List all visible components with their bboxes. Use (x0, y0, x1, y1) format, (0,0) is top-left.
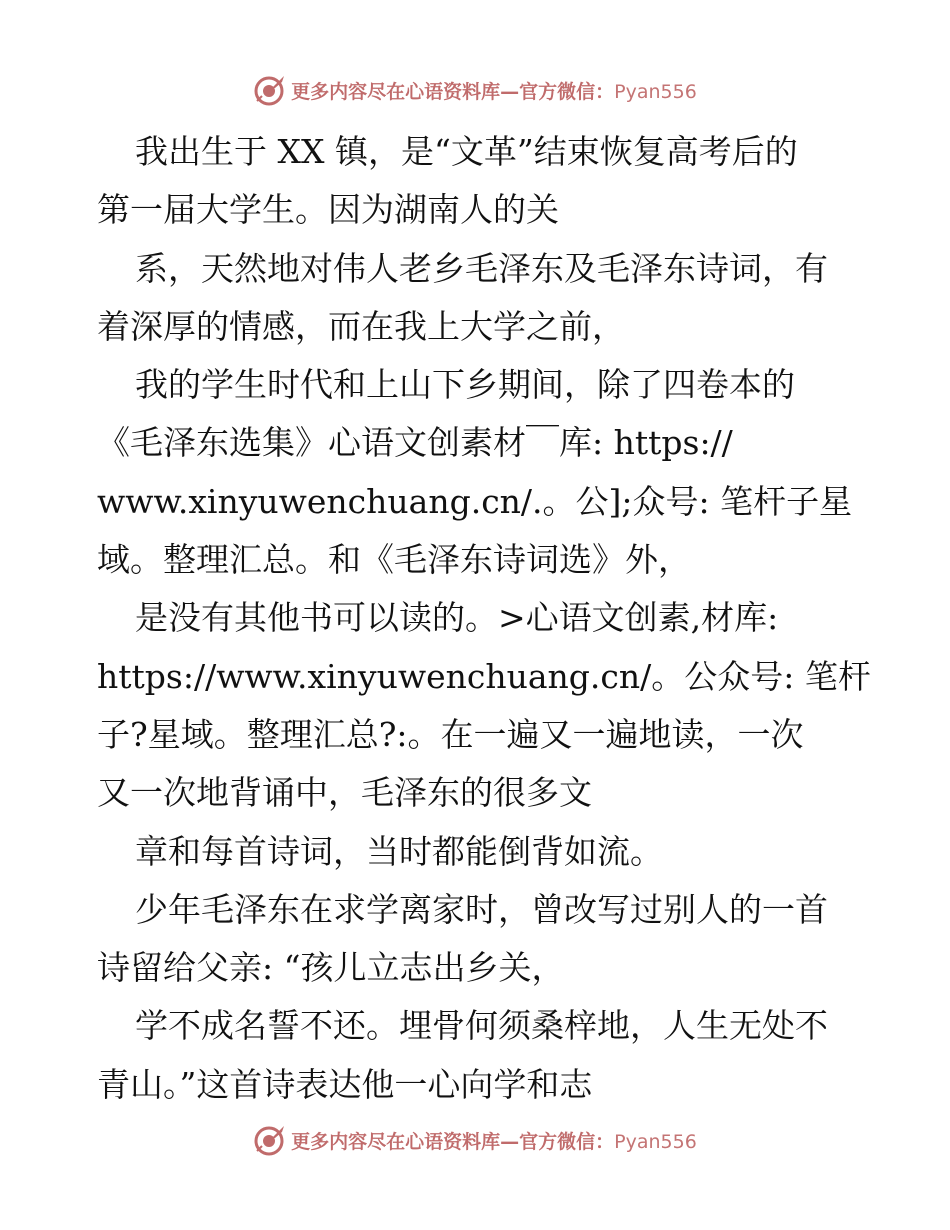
watermark-text: 更多内容尽在心语资料库—官方微信：Pyan556 (291, 80, 697, 103)
text-line: 我出生于 XX 镇，是“文革”结束恢复高考后的 (135, 132, 798, 171)
text-line: 《毛泽东选集》心语文创素材￣库: https:// (97, 423, 733, 463)
quill-logo-icon (253, 73, 287, 107)
text-line: 章和每首诗词，当时都能倒背如流。 (135, 831, 663, 871)
text-line: 我的学生时代和上山下乡期间，除了四卷本的 (135, 365, 795, 405)
text-line: 青山。”这首诗表达他一心向学和志 (97, 1064, 593, 1104)
text-line: 子?星域。整理汇总?:。在一遍又一遍地读，一次 (97, 714, 804, 754)
watermark-handle: Pyan556 (614, 1130, 697, 1153)
text-line: 少年毛泽东在求学离家时，曾改写过别人的一首 (135, 889, 828, 929)
footer-watermark (0, 1120, 950, 1160)
text-line: 学不成名誓不还。埋骨何须桑梓地，人生无处不 (135, 1006, 828, 1046)
text-line: 第一届大学生。因为湖南人的关 (97, 190, 559, 230)
text-line: 域。整理汇总。和《毛泽东诗词选》外， (97, 540, 691, 580)
text-line: www.xinyuwenchuang.cn/.。公];众号: 笔杆子星 (97, 481, 853, 521)
quill-logo-icon (253, 1123, 287, 1157)
document-body (97, 123, 871, 1114)
text-line: https://www.xinyuwenchuang.cn/。公众号: 笔杆 (97, 656, 871, 696)
text-line: 着深厚的情感，而在我上大学之前， (97, 306, 625, 346)
watermark-text: 更多内容尽在心语资料库—官方微信：Pyan556 (291, 1130, 697, 1153)
text-line: 又一次地背诵中，毛泽东的很多文 (97, 773, 592, 813)
text-line: 是没有其他书可以读的。>心语文创素,材库: (135, 598, 779, 638)
watermark-handle: Pyan556 (614, 80, 697, 103)
header-watermark (0, 70, 950, 110)
text-line: 诗留给父亲: “孩儿立志出乡关， (97, 948, 565, 988)
text-line: 系，天然地对伟人老乡毛泽东及毛泽东诗词，有 (135, 248, 828, 288)
